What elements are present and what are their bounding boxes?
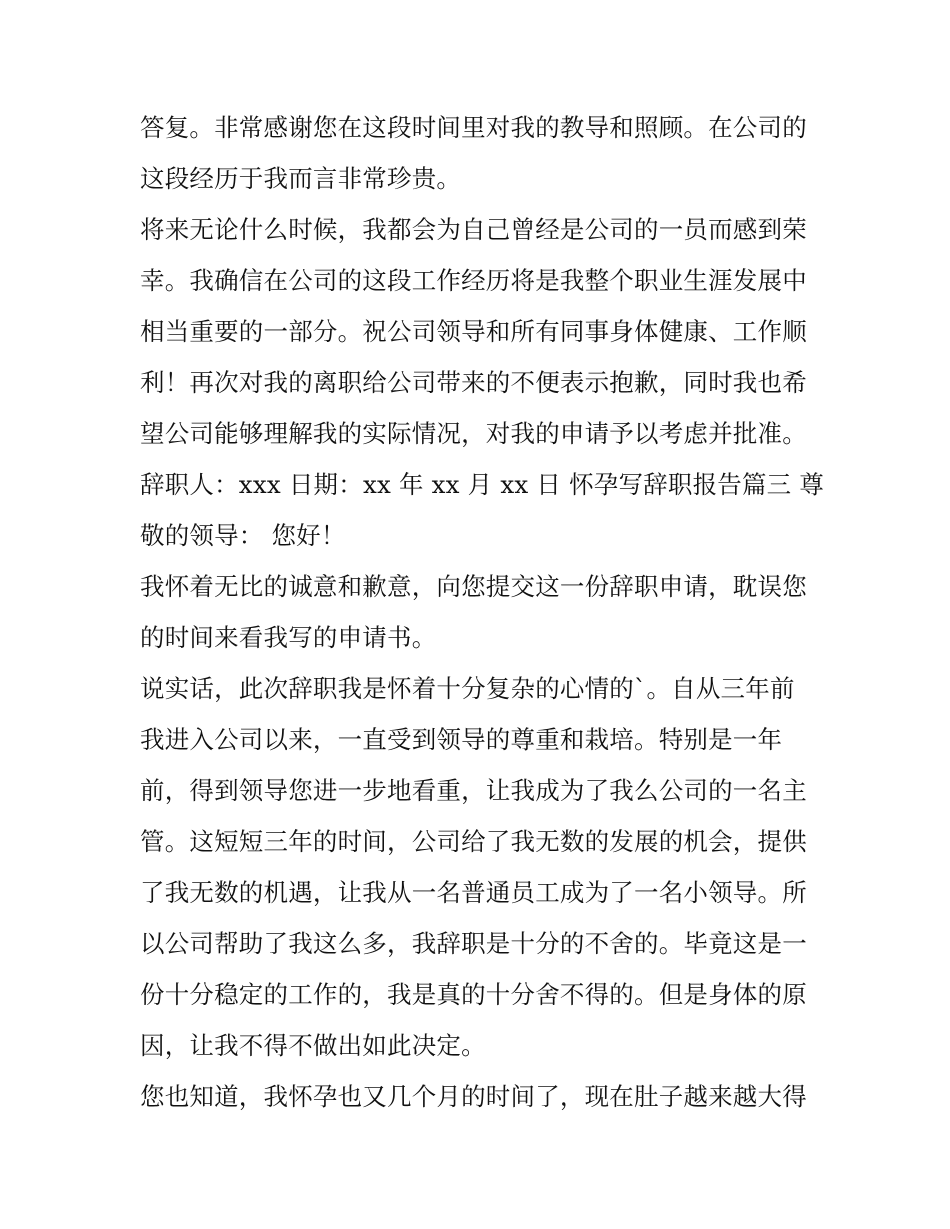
text-line: 幸。我确信在公司的这段工作经历将是我整个职业生涯发展中 [140,266,807,295]
text-line: 了我无数的机遇，让我从一名普通员工成为了一名小领导。所 [140,878,807,907]
text-line: 我进入公司以来，一直受到领导的尊重和栽培。特别是一年 [140,725,783,754]
document-body [140,102,825,1122]
text-line: 这段经历于我而言非常珍贵。 [140,164,462,193]
text-line: 敬的领导： 您好！ [140,521,346,550]
text-line: 说实话，此次辞职我是怀着十分复杂的心情的`。自从三年前 [140,674,795,703]
text-line: 望公司能够理解我的实际情况，对我的申请予以考虑并批准。 [140,419,807,448]
text-line: 管。这短短三年的时间，公司给了我无数的发展的机会，提供 [140,827,807,856]
text-line: 您也知道，我怀孕也又几个月的时间了，现在肚子越来越大得 [140,1082,807,1111]
text-line: 答复。非常感谢您在这段时间里对我的教导和照顾。在公司的 [140,113,807,142]
text-line: 的时间来看我写的申请书。 [140,623,437,652]
text-line: 前，得到领导您进一步地看重，让我成为了我么公司的一名主 [140,776,807,805]
text-line: 辞职人：xxx 日期：xx 年 xx 月 xx 日 怀孕写辞职报告篇三 尊 [140,470,825,499]
text-line: 我怀着无比的诚意和歉意，向您提交这一份辞职申请，耽误您 [140,572,807,601]
text-line: 因，让我不得不做出如此决定。 [140,1031,486,1060]
text-line: 以公司帮助了我这么多，我辞职是十分的不舍的。毕竟这是一 [140,929,807,958]
text-line: 将来无论什么时候，我都会为自己曾经是公司的一员而感到荣 [140,215,807,244]
text-line: 相当重要的一部分。祝公司领导和所有同事身体健康、工作顺 [140,317,807,346]
text-line: 利！再次对我的离职给公司带来的不便表示抱歉，同时我也希 [140,368,807,397]
text-line: 份十分稳定的工作的，我是真的十分舍不得的。但是身体的原 [140,980,807,1009]
